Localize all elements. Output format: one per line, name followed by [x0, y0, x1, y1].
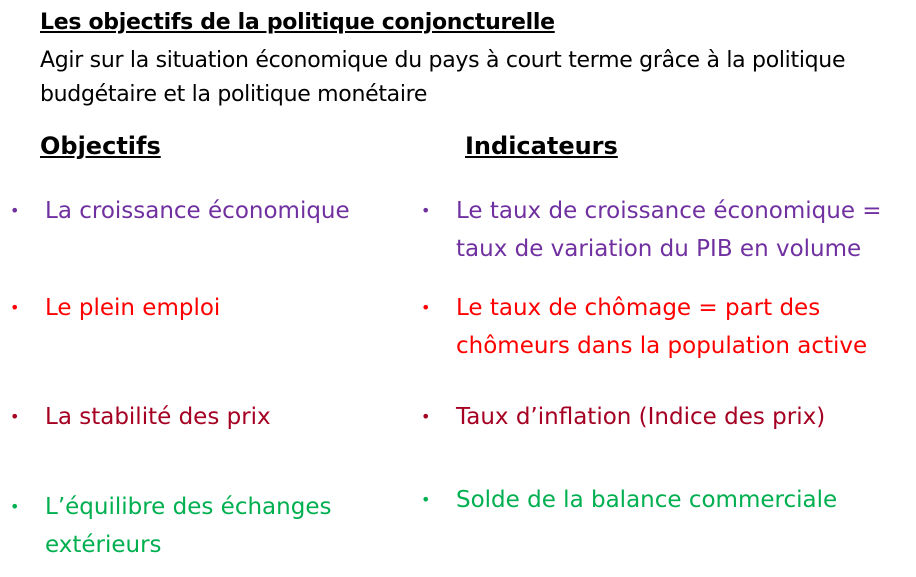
- objective-text: L’équilibre des échanges extérieurs: [45, 494, 332, 558]
- objective-text: La croissance économique: [45, 198, 350, 224]
- bullet-icon: •: [421, 298, 431, 317]
- bullet-icon: •: [421, 201, 431, 220]
- indicators-heading: Indicateurs: [465, 132, 618, 160]
- objective-text: Le plein emploi: [45, 295, 221, 321]
- bullet-icon: •: [421, 490, 431, 509]
- indicator-text: Taux d’inflation (Indice des prix): [456, 404, 826, 430]
- bullet-icon: •: [10, 298, 20, 317]
- indicator-text: Solde de la balance commerciale: [456, 487, 838, 513]
- bullet-icon: •: [10, 201, 20, 220]
- bullet-icon: •: [421, 407, 431, 426]
- page-subtitle: Agir sur la situation économique du pays à court terme grâce à la politique budgétaire et la politique monétaire: [40, 48, 846, 107]
- bullet-icon: •: [10, 497, 20, 516]
- bullet-icon: •: [10, 407, 20, 426]
- indicator-text: Le taux de croissance économique = taux de variation du PIB en volume: [456, 198, 882, 262]
- page-title: Les objectifs de la politique conjoncturelle: [40, 10, 555, 35]
- objectives-heading: Objectifs: [40, 132, 161, 160]
- objective-text: La stabilité des prix: [45, 404, 271, 430]
- indicator-text: Le taux de chômage = part des chômeurs dans la population active: [456, 295, 868, 359]
